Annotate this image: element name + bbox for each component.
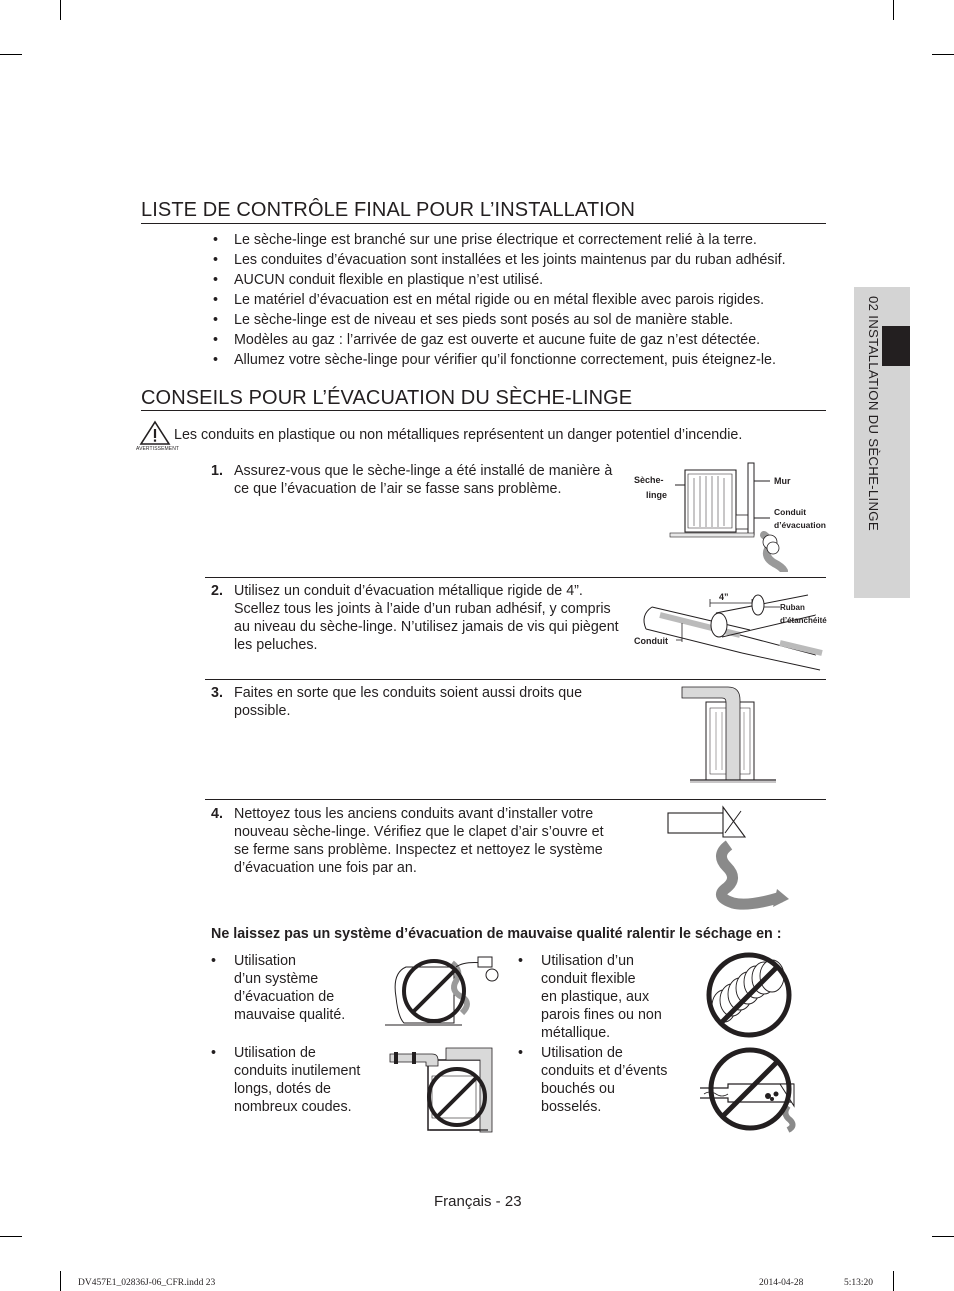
- checklist-item: • Allumez votre sèche-linge pour vérifier qu’il fonctionne correctement, puis éteignez-le.: [211, 350, 831, 370]
- figure-label-wall: Mur: [774, 476, 791, 486]
- file-name: DV457E1_02836J-06_CFR.indd 23: [78, 1278, 216, 1288]
- section-rule: [141, 223, 826, 224]
- poor-venting-prohibited-icon: [382, 953, 504, 1029]
- figure-label-tape: d’étanchéité: [780, 616, 827, 625]
- section-title-checklist: LISTE DE CONTRÔLE FINAL POUR L’INSTALLATION: [141, 199, 636, 221]
- checklist: [211, 230, 831, 370]
- section-rule: [141, 410, 826, 411]
- page-number: Français - 23: [434, 1193, 522, 1210]
- section-title-venting: CONSEILS POUR L’ÉVACUATION DU SÈCHE-LINGE: [141, 387, 633, 409]
- straight-duct-figure: [680, 684, 790, 794]
- step-separator: [205, 679, 826, 680]
- dryer-installation-figure: [628, 460, 828, 572]
- chapter-tab-marker: [882, 326, 910, 366]
- warning-label: AVERTISSEMENT: [136, 446, 180, 452]
- checklist-item: • Modèles au gaz : l’arrivée de gaz est ouverte et aucune fuite de gaz n’est détectée.: [211, 330, 831, 350]
- checklist-item: • AUCUN conduit flexible en plastique n’est utilisé.: [211, 270, 831, 290]
- checklist-item: • Le sèche-linge est de niveau et ses pieds sont posés au sol de manière stable.: [211, 310, 831, 330]
- figure-label-dryer: Sèche-: [634, 475, 664, 485]
- checklist-item: • Les conduites d’évacuation sont installées et les joints maintenus par du ruban adhésif.: [211, 250, 831, 270]
- bad-practices-heading: Ne laissez pas un système d’évacuation de mauvaise qualité ralentir le séchage en :: [211, 926, 782, 942]
- checklist-item: • Le sèche-linge est branché sur une prise électrique et correctement relié à la terre.: [211, 230, 831, 250]
- figure-label-tape: Ruban: [780, 603, 805, 612]
- step-separator: [205, 799, 826, 800]
- figure-label-dryer: linge: [646, 490, 668, 500]
- flexible-plastic-duct-prohibited-icon: [702, 950, 796, 1040]
- figure-label-conduit: Conduit: [634, 636, 668, 646]
- duct-connection-figure: [630, 585, 828, 675]
- checklist-item: • Le matériel d’évacuation est en métal rigide ou en métal flexible avec parois rigides.: [211, 290, 831, 310]
- long-duct-prohibited-icon: [388, 1046, 498, 1136]
- chapter-title: 02 INSTALLATION DU SÈCHE-LINGE: [866, 296, 881, 531]
- figure-label-size: 4”: [719, 592, 729, 602]
- print-date: 2014-04-28: [759, 1278, 804, 1288]
- figure-label-duct: d’évacuation: [774, 520, 826, 530]
- print-time: 5:13:20: [844, 1278, 874, 1288]
- warning-triangle-icon: [139, 420, 171, 446]
- blocked-vent-prohibited-icon: [698, 1044, 806, 1134]
- vent-flap-figure: [665, 803, 795, 913]
- figure-label-duct: Conduit: [774, 507, 807, 517]
- warning-text: Les conduits en plastique ou non métalliques représentent un danger potentiel d’incendie.: [174, 427, 743, 443]
- step-separator: [205, 577, 826, 578]
